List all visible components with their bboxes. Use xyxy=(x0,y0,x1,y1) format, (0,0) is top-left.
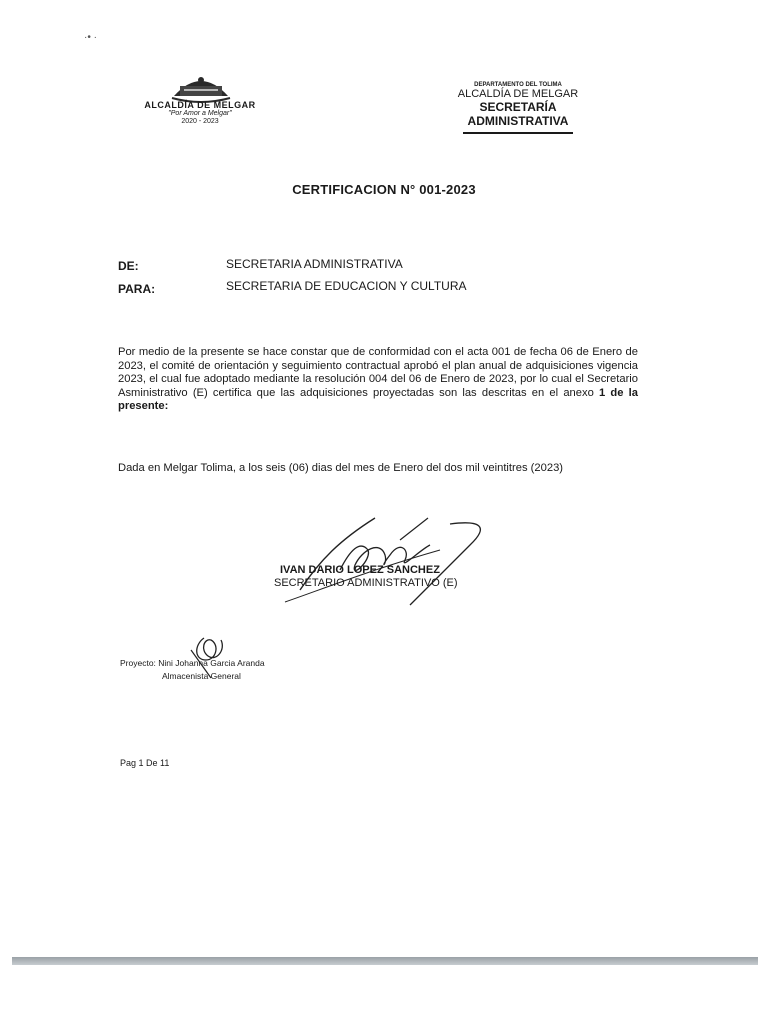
body-text: Por medio de la presente se hace constar que de conformidad con el acta 001 de fecha 06 de Enero de 2023, el comité de orientación y seguimiento contractual aprobó el plan anual de adquisiciones vigencia 2023, el cual fue adoptado mediante la resolución 004 del 06 de Enero de 2023, por lo cual el Secretario Asministrativo (E) certifica que las adquisiciones proyectadas son las descritas en el anexo xyxy=(118,346,638,399)
logo-slogan: "Por Amor a Melgar" xyxy=(168,110,232,117)
stamp-office: SECRETARÍA ADMINISTRATIVA xyxy=(467,100,569,128)
office-stamp xyxy=(440,82,596,134)
from-value: SECRETARIA ADMINISTRATIVA xyxy=(226,257,403,271)
body-text-bold: 1 de la presente: xyxy=(118,386,639,412)
handwritten-signature xyxy=(280,510,500,610)
signer-role: SECRETARIO ADMINISTRATIVO (E) xyxy=(274,577,458,589)
prepared-by: Proyecto: Nini Johanna Garcia Aranda xyxy=(120,658,265,668)
scan-specks: ·• · xyxy=(84,32,97,43)
from-label: DE: xyxy=(118,259,139,273)
to-label: PARA: xyxy=(118,282,156,296)
stamp-city: ALCALDÍA DE MELGAR xyxy=(457,88,579,100)
stamp-underline xyxy=(463,132,573,134)
signer-name: IVAN DARIO LOPEZ SANCHEZ xyxy=(280,564,440,576)
logo-years: 2020 - 2023 xyxy=(181,118,219,125)
closing-statement: Dada en Melgar Tolima, a los seis (06) dias del mes de Enero del dos mil veintitres (2023) xyxy=(118,462,564,474)
certificate-title: CERTIFICACION N° 001-2023 xyxy=(292,182,476,197)
stamp-department: DEPARTAMENTO DEL TOLIMA xyxy=(474,82,562,88)
page-number: Pag 1 De 11 xyxy=(120,758,170,768)
logo-name: ALCALDÍA DE MELGAR xyxy=(144,100,256,110)
prepared-by-role: Almacenista General xyxy=(162,671,241,681)
body-paragraph xyxy=(118,346,638,414)
scan-edge-bar xyxy=(12,957,758,965)
to-value: SECRETARIA DE EDUCACION Y CULTURA xyxy=(226,279,467,293)
